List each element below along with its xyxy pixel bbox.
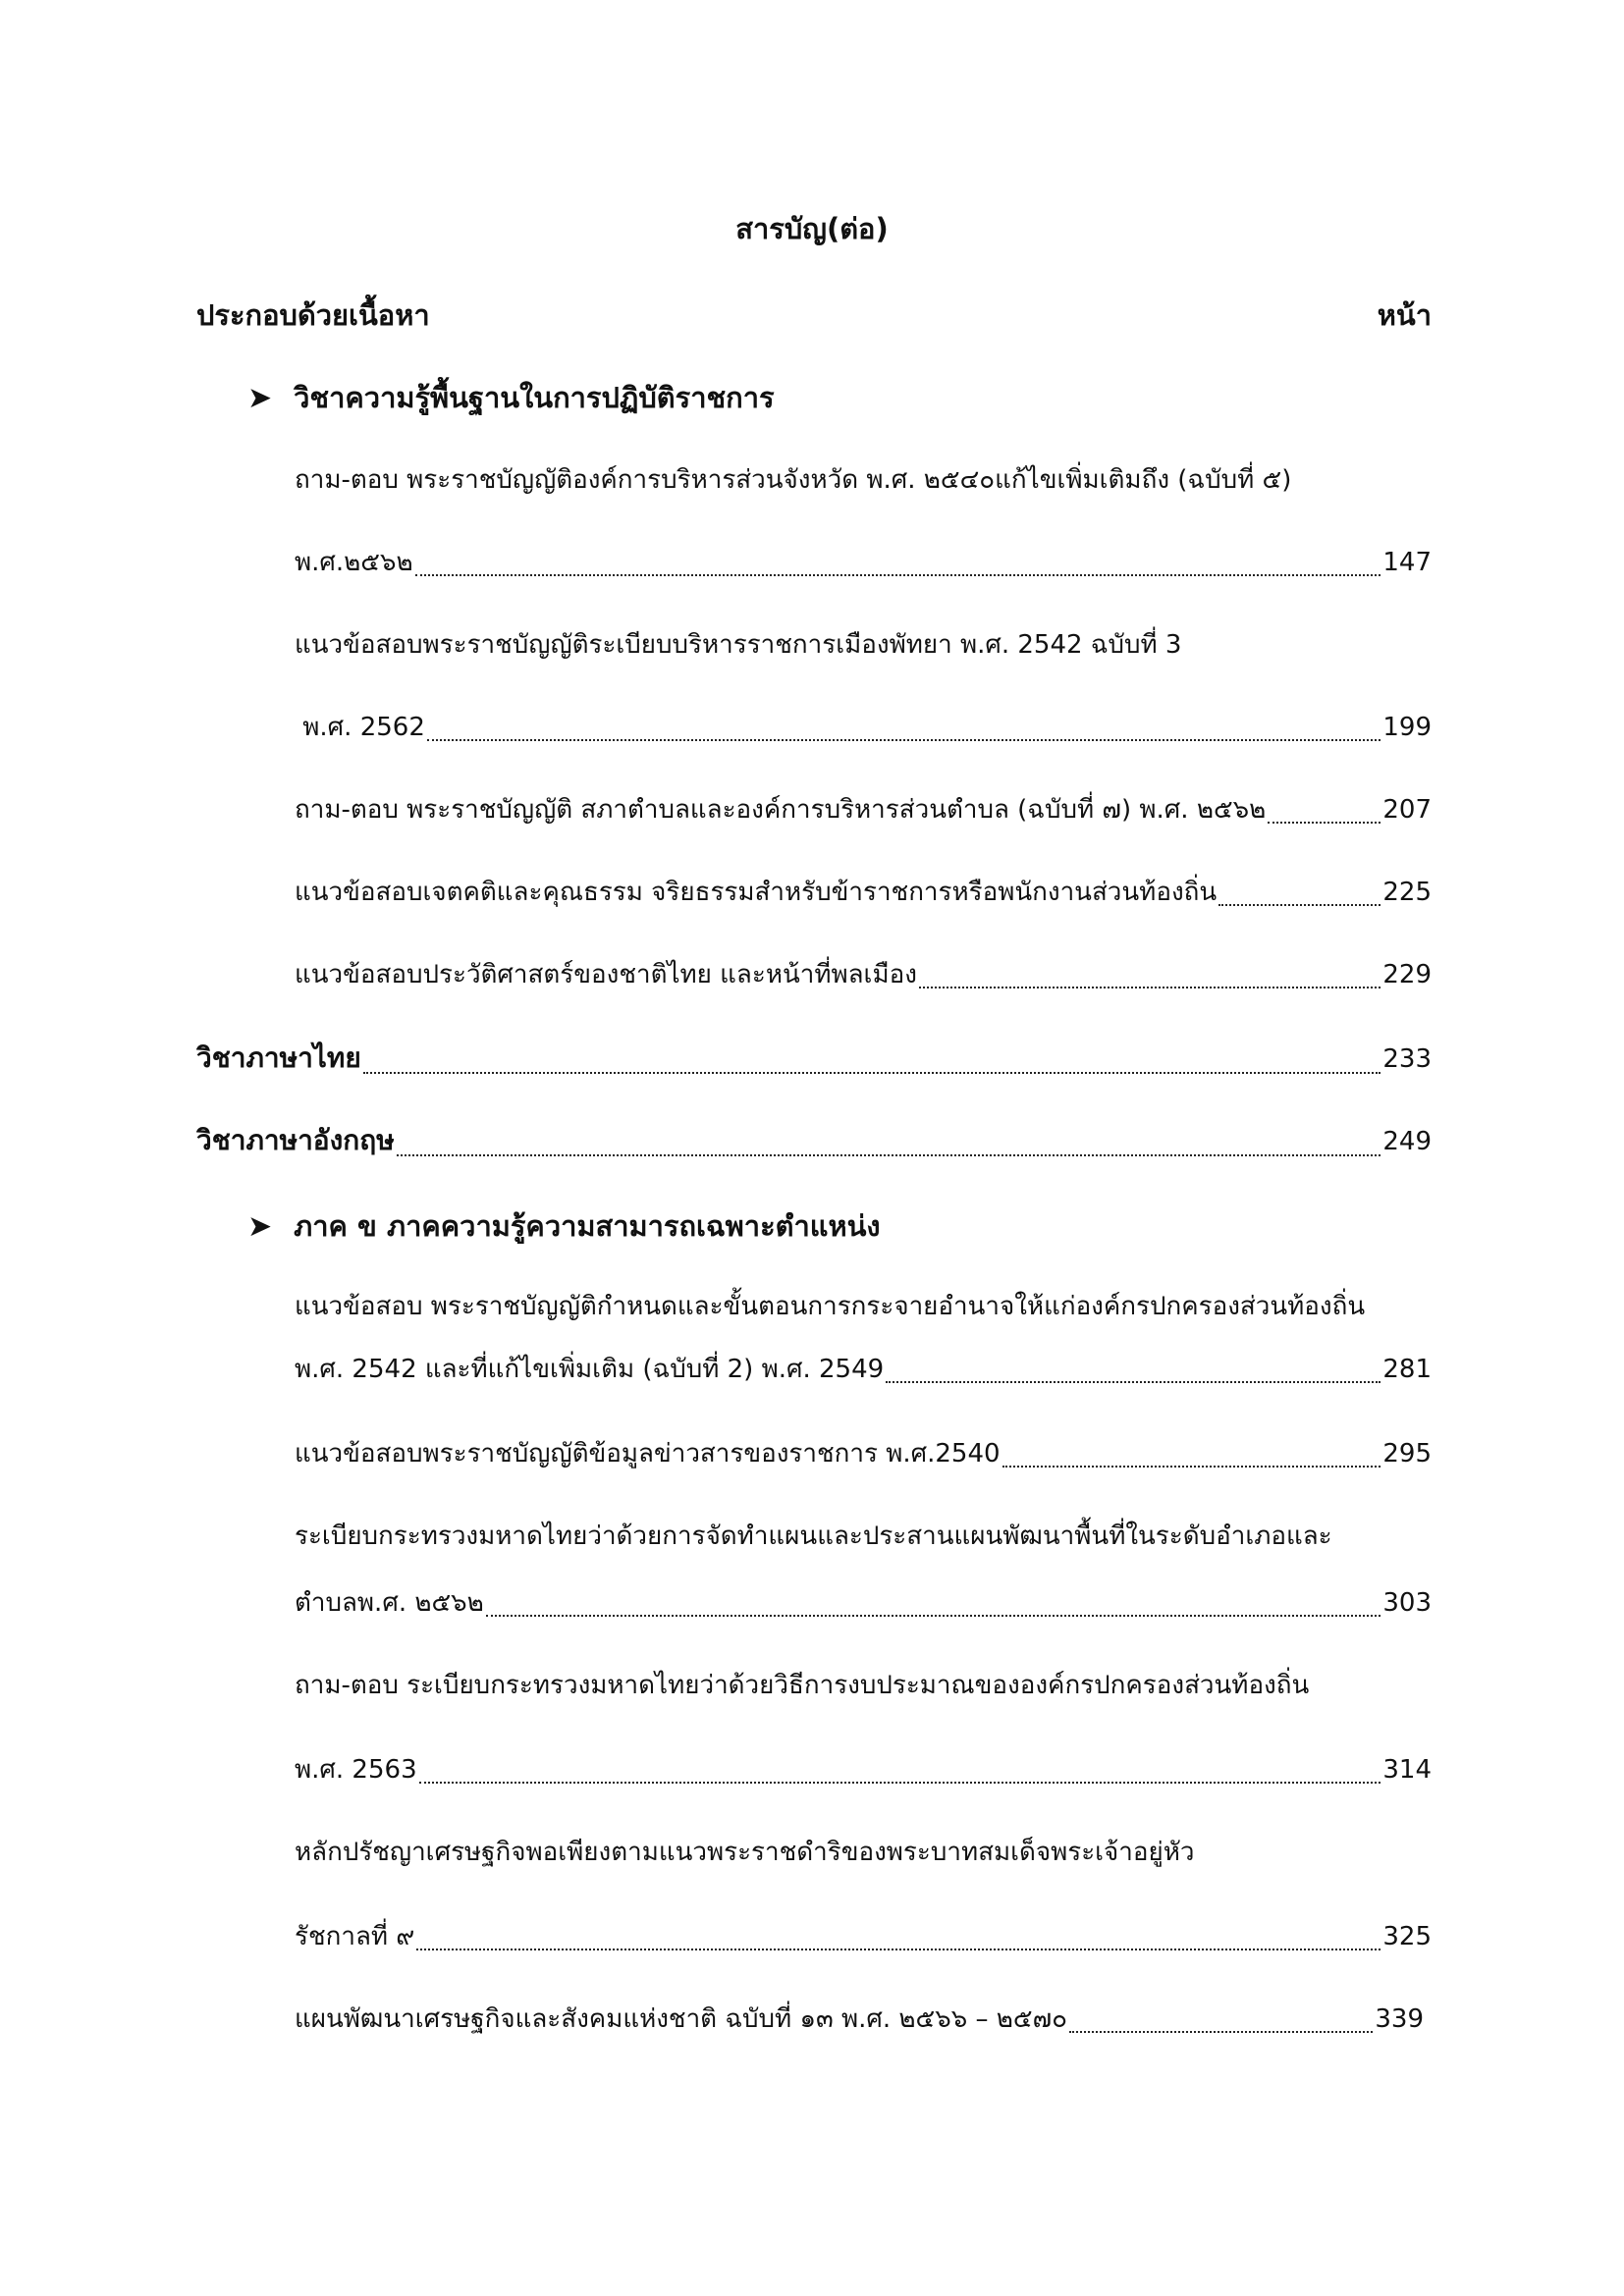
entry-text: แนวข้อสอบเจตคติและคุณธรรม จริยธรรมสำหรับข้าราชการหรือพนักงานส่วนท้องถิ่น bbox=[295, 878, 1218, 907]
contents-label: ประกอบด้วยเนื้อหา bbox=[196, 298, 430, 332]
toc-entry-leader[interactable] bbox=[295, 1349, 1432, 1389]
entry-text: พ.ศ. 2563 bbox=[295, 1755, 417, 1785]
arrow-bullet-icon: ➤ bbox=[247, 380, 273, 415]
dot-leader bbox=[1069, 2031, 1373, 2033]
toc-entry-leader[interactable] bbox=[295, 1999, 1424, 2039]
toc-entry-leader[interactable] bbox=[295, 789, 1432, 829]
page-number: 295 bbox=[1382, 1439, 1432, 1468]
page-number: 225 bbox=[1382, 878, 1432, 907]
toc-entry-line[interactable]: แนวข้อสอบ พระราชบัญญัติกำหนดและขั้นตอนการกระจายอำนาจให้แก่องค์กรปกครองส่วนท้องถิ่น bbox=[295, 1292, 1366, 1321]
page-column-label: หน้า bbox=[1377, 298, 1432, 332]
entry-text: วิชาภาษาไทย bbox=[196, 1041, 361, 1074]
page-number: 207 bbox=[1382, 795, 1432, 825]
dot-leader bbox=[886, 1381, 1380, 1383]
entry-text: รัชกาลที่ ๙ bbox=[295, 1922, 415, 1951]
entry-text: ถาม-ตอบ พระราชบัญญัติ สภาตำบลและองค์การบริหารส่วนตำบล (ฉบับที่ ๗) พ.ศ. ๒๕๖๒ bbox=[295, 795, 1267, 825]
entry-text: วิชาภาษาอังกฤษ bbox=[196, 1124, 395, 1156]
toc-entry-leader[interactable] bbox=[295, 542, 1432, 582]
page-number: 339 bbox=[1375, 2004, 1424, 2034]
entry-text: แนวข้อสอบพระราชบัญญัติข้อมูลข่าวสารของราชการ พ.ศ.2540 bbox=[295, 1439, 1001, 1468]
page-number: 303 bbox=[1382, 1588, 1432, 1618]
page-number: 229 bbox=[1382, 960, 1432, 989]
entry-text: พ.ศ. 2542 และที่แก้ไขเพิ่มเติม (ฉบับที่ 2) พ.ศ. 2549 bbox=[295, 1355, 885, 1384]
dot-leader bbox=[397, 1154, 1381, 1156]
toc-entry-english-language[interactable] bbox=[196, 1119, 1432, 1162]
entry-text: ตำบลพ.ศ. ๒๕๖๒ bbox=[295, 1588, 484, 1618]
dot-leader bbox=[1268, 822, 1380, 824]
toc-entry-line[interactable]: ระเบียบกระทรวงมหาดไทยว่าด้วยการจัดทำแผนและประสานแผนพัฒนาพื้นที่ในระดับอำเภอและ bbox=[295, 1522, 1332, 1551]
section-heading-part-b bbox=[247, 1203, 881, 1249]
toc-entry-line[interactable]: ถาม-ตอบ ระเบียบกระทรวงมหาดไทยว่าด้วยวิธีการงบประมาณขององค์กรปกครองส่วนท้องถิ่น bbox=[295, 1671, 1310, 1700]
dot-leader bbox=[415, 574, 1381, 576]
dot-leader bbox=[427, 739, 1380, 741]
page-number: 281 bbox=[1382, 1355, 1432, 1384]
toc-entry-leader[interactable] bbox=[295, 954, 1432, 994]
toc-entry-leader[interactable] bbox=[295, 707, 1432, 747]
page-title: สารบัญ(ต่อ) bbox=[735, 212, 889, 245]
toc-entry-leader[interactable] bbox=[295, 1433, 1432, 1473]
entry-text: แนวข้อสอบประวัติศาสตร์ของชาติไทย และหน้าที่พลเมือง bbox=[295, 960, 917, 989]
dot-leader bbox=[919, 987, 1380, 988]
toc-entry-leader[interactable] bbox=[295, 1582, 1432, 1623]
dot-leader bbox=[1218, 904, 1380, 906]
toc-header bbox=[196, 293, 1432, 338]
dot-leader bbox=[363, 1072, 1381, 1074]
page-number: 199 bbox=[1382, 713, 1432, 742]
toc-entry-line[interactable]: ถาม-ตอบ พระราชบัญญัติองค์การบริหารส่วนจังหวัด พ.ศ. ๒๕๔๐แก้ไขเพิ่มเติมถึง (ฉบับที่ ๕) bbox=[295, 465, 1292, 495]
page-number: 147 bbox=[1382, 548, 1432, 577]
dot-leader bbox=[416, 1949, 1380, 1950]
toc-entry-line[interactable]: หลักปรัชญาเศรษฐกิจพอเพียงตามแนวพระราชดำริของพระบาทสมเด็จพระเจ้าอยู่หัว bbox=[295, 1838, 1195, 1867]
arrow-bullet-icon: ➤ bbox=[247, 1208, 273, 1244]
toc-entry-leader[interactable] bbox=[295, 1749, 1432, 1789]
dot-leader bbox=[419, 1782, 1381, 1784]
page-number: 325 bbox=[1382, 1922, 1432, 1951]
toc-entry-line[interactable]: แนวข้อสอบพระราชบัญญัติระเบียบบริหารราชการเมืองพัทยา พ.ศ. 2542 ฉบับที่ 3 bbox=[295, 630, 1182, 660]
page-number: 314 bbox=[1382, 1755, 1432, 1785]
page-number: 233 bbox=[1382, 1044, 1432, 1074]
section-label: ภาค ข ภาคความรู้ความสามารถเฉพาะตำแหน่ง bbox=[294, 1209, 881, 1243]
toc-entry-leader[interactable] bbox=[295, 1916, 1432, 1956]
dot-leader bbox=[1002, 1466, 1381, 1468]
toc-entry-leader[interactable] bbox=[295, 872, 1432, 912]
entry-text: แผนพัฒนาเศรษฐกิจและสังคมแห่งชาติ ฉบับที่ ๑๓ พ.ศ. ๒๕๖๖ – ๒๕๗๐ bbox=[295, 2004, 1068, 2034]
section-label: วิชาความรู้พื้นฐานในการปฏิบัติราชการ bbox=[294, 381, 775, 414]
dot-leader bbox=[486, 1615, 1381, 1617]
page-number: 249 bbox=[1382, 1127, 1432, 1156]
section-heading-basic-knowledge bbox=[247, 375, 775, 420]
entry-text: พ.ศ.๒๕๖๒ bbox=[295, 548, 413, 577]
toc-entry-thai-language[interactable] bbox=[196, 1037, 1432, 1080]
entry-text: พ.ศ. 2562 bbox=[295, 713, 425, 742]
